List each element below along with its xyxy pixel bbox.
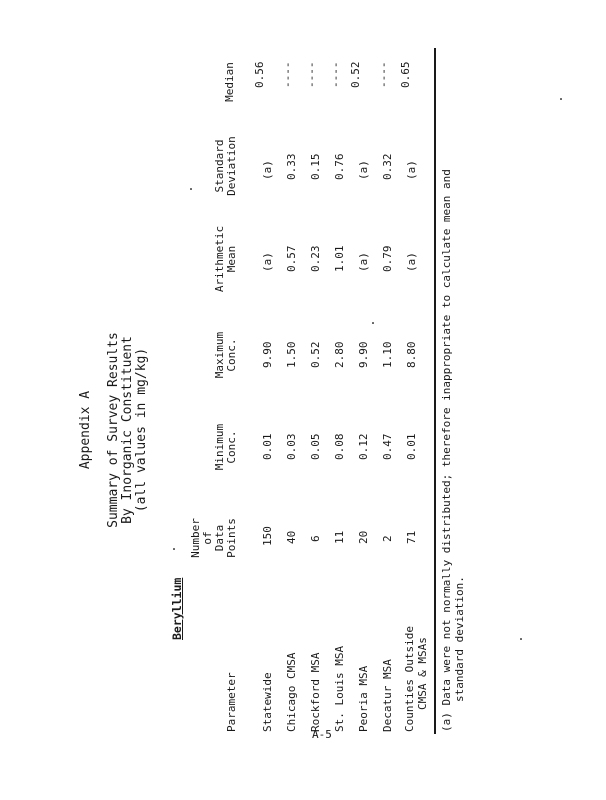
row-counties-mean: (a) [405,252,418,272]
row-rockford-median: ---- [305,61,318,88]
row-stlouis-median: ---- [329,61,342,88]
row-chicago-label: Chicago CMSA [285,652,298,732]
header-min [214,412,238,482]
table-bottom-rule [434,48,436,734]
scan-speck [173,549,175,551]
row-rockford-min: 0.05 [309,433,322,460]
row-chicago-max: 1.50 [285,341,298,368]
appendix-title: Appendix A [78,390,93,470]
row-peoria-median: 0.52 [349,61,362,88]
row-statewide-min: 0.01 [261,433,274,460]
header-sd-line-1: Standard [213,139,226,193]
row-counties-min: 0.01 [405,433,418,460]
row-chicago-min: 0.03 [285,433,298,460]
header-parameter: Parameter [225,672,238,732]
row-decatur-mean: 0.79 [381,245,394,272]
header-median [224,52,236,112]
row-counties-median: 0.65 [399,61,412,88]
header-min-line-2: Conc. [225,430,238,464]
row-stlouis-sd: 0.76 [333,153,346,180]
subtitle-line-1: Summary of Survey Results [106,332,121,528]
header-sd [214,126,238,206]
footnote-line-2: standard deviation. [453,576,466,702]
header-count-line-4: Points [225,518,238,558]
row-decatur-min: 0.47 [381,433,394,460]
row-counties-label [403,626,429,732]
header-max-line-2: Conc. [225,338,238,372]
header-max [214,320,238,390]
row-peoria-count: 20 [357,530,370,544]
header-median-line-1: Median [223,62,236,102]
row-counties-count: 71 [405,530,418,544]
row-stlouis-label: St. Louis MSA [333,645,346,732]
row-rockford-mean: 0.23 [309,245,322,272]
scan-speck [190,189,192,191]
header-count-line-3: Data [213,524,226,552]
row-statewide-sd: (a) [261,160,274,180]
header-min-line-1: Minimum [213,423,226,471]
row-stlouis-mean: 1.01 [333,245,346,272]
row-chicago-median: ---- [281,61,294,88]
row-stlouis-max: 2.80 [333,341,346,368]
row-statewide-label: Statewide [261,672,274,732]
header-sd-line-2: Deviation [225,136,238,196]
row-statewide-median: 0.56 [253,61,266,88]
row-decatur-max: 1.10 [381,341,394,368]
row-decatur-label: Decatur MSA [381,659,394,732]
row-statewide-count: 150 [261,526,274,546]
row-counties-max: 8.80 [405,341,418,368]
row-statewide-mean: (a) [261,252,274,272]
row-rockford-count: 6 [309,535,322,542]
header-count-line-1: Number [189,518,202,558]
header-count-line-2: of [201,531,214,545]
scan-speck [520,639,522,641]
row-rockford-label: Rockford MSA [309,652,322,732]
row-peoria-max: 9.90 [357,341,370,368]
header-count [190,508,238,568]
row-peoria-mean: (a) [357,252,370,272]
footnote-line-1: (a) Data were not normally distributed; therefore inappropriate to calculate mean and [440,169,453,732]
header-mean-line-2: Mean [225,245,238,273]
header-mean [214,214,238,304]
row-chicago-mean: 0.57 [285,245,298,272]
row-rockford-sd: 0.15 [309,153,322,180]
row-statewide-max: 9.90 [261,341,274,368]
row-decatur-median: ---- [377,61,390,88]
row-stlouis-min: 0.08 [333,433,346,460]
row-counties-label-line-2: CMSA & MSAs [416,637,429,710]
page-number: A-5 [312,728,332,741]
row-stlouis-count: 11 [333,530,346,544]
row-chicago-sd: 0.33 [285,153,298,180]
subtitle-line-3: (all values in mg/kg) [134,347,149,513]
row-peoria-label: Peoria MSA [357,665,370,732]
row-decatur-count: 2 [381,535,394,542]
row-counties-sd: (a) [405,160,418,180]
row-rockford-max: 0.52 [309,341,322,368]
scan-speck [560,99,562,101]
section-heading: Beryllium [170,577,184,640]
header-max-line-1: Maximum [213,331,226,379]
row-peoria-sd: (a) [357,160,370,180]
row-counties-label-line-1: Counties Outside [403,626,416,732]
scan-speck [372,323,374,325]
row-chicago-count: 40 [285,530,298,544]
row-decatur-sd: 0.32 [381,153,394,180]
header-mean-line-1: Arithmetic [213,225,226,293]
row-peoria-min: 0.12 [357,433,370,460]
subtitle-line-2: By Inorganic Constituent [120,336,135,524]
